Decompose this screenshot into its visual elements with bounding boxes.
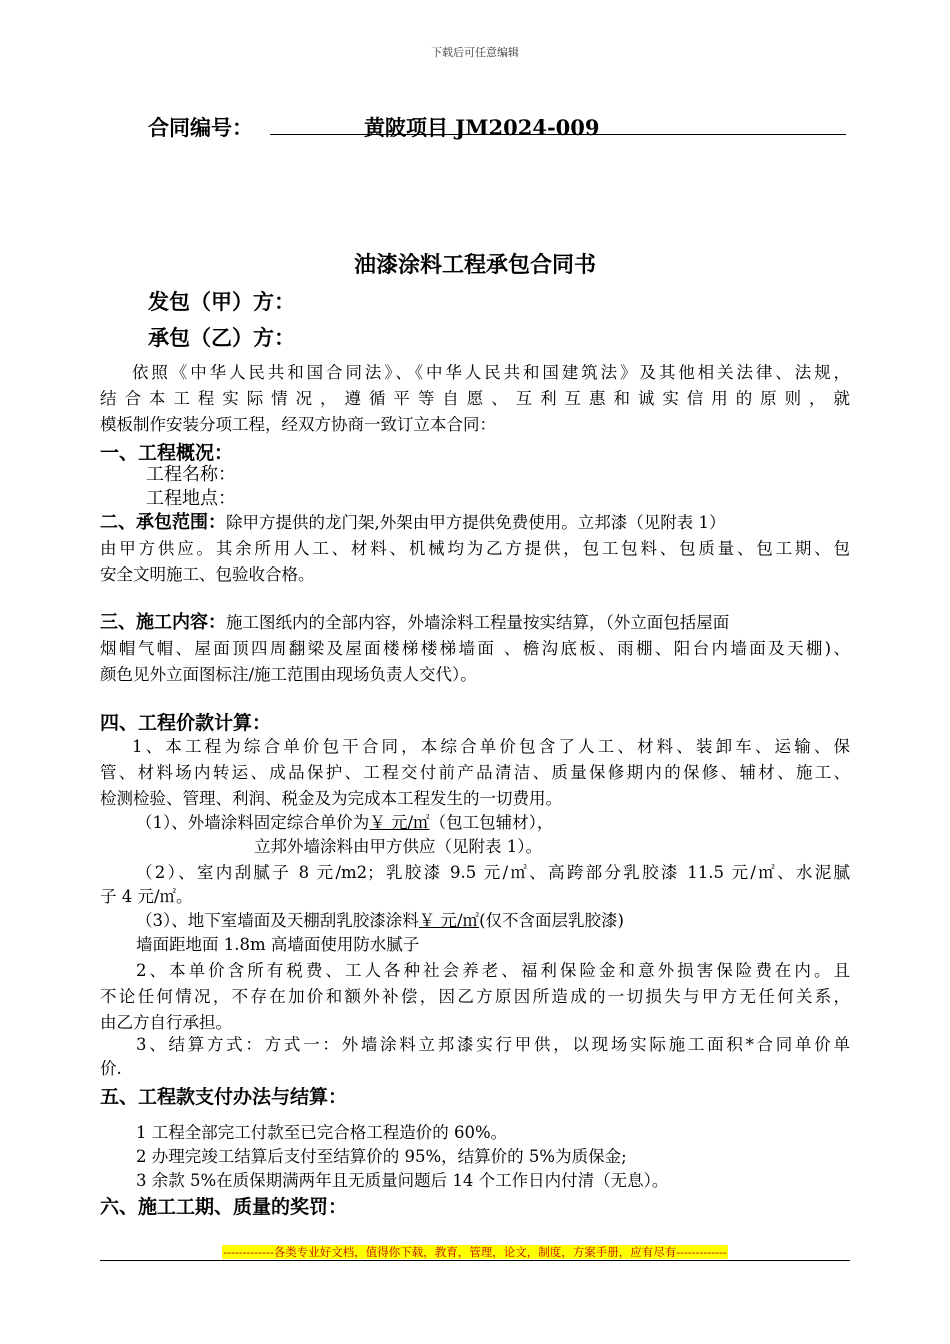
price-blank: ￥ 元/㎡ [369,813,430,832]
price-blank: ￥ 元/㎡ [418,911,480,930]
intro-line: 模板制作安装分项工程，经双方协商一致订立本合同： [100,415,496,434]
section-6-heading: 六、施工工期、质量的奖罚： [100,1196,348,1218]
section-3-line: 三、施工内容：施工图纸内的全部内容，外墙涂料工程量按实结算，（外立面包括屋面 [100,612,730,633]
payment-item: 3 余款 5%在质保期满两年且无质量问题后 14 个工作日内付清（无息）。 [136,1171,669,1190]
section-2-line: 由甲方供应。其余所用人工、材料、机械均为乙方提供，包工包料、包质量、包工期、包 [100,539,850,558]
party-b-label: 承包（乙）方： [148,326,295,350]
section-3-line: 颜色见外立面图标注/施工范围由现场负责人交代）。 [100,665,477,684]
section-3-line: 烟帽气帽、屋面顶四周翻梁及屋面楼梯楼梯墙面 、檐沟底板、雨棚、阳台内墙面及天棚)、 [100,639,850,658]
party-a-label: 发包（甲）方： [148,290,295,314]
section-2-heading: 二、承包范围： [100,512,226,533]
footer-rule [100,1260,850,1261]
download-note: 下载后可任意编辑 [431,46,519,59]
intro-line: 依照《中华人民共和国合同法》、《中华人民共和国建筑法》及其他相关法律、法规， [132,363,850,382]
document-title: 油漆涂料工程承包合同书 [353,253,596,278]
project-name-label: 工程名称： [146,464,236,485]
section-4-para: 1、本工程为综合单价包干合同，本综合单价包含了人工、材料、装卸车、运输、保 [132,737,850,756]
price-item-1: （1）、外墙涂料固定综合单价为￥ 元/㎡（包工包辅材）， [136,813,554,832]
price-item-1-note: 立邦外墙涂料由甲方供应（见附表 1）。 [254,837,542,856]
section-4-para: 价. [100,1059,122,1078]
section-4-para: 不论任何情况，不存在加价和额外补偿，因乙方原因所造成的一切损失与甲方无任何关系， [100,987,850,1006]
section-5-heading: 五、工程款支付办法与结算： [100,1086,348,1108]
section-4-para: 2、本单价含所有税费、工人各种社会养老、福利保险金和意外损害保险费在内。且 [136,961,850,980]
payment-item: 2 办理完竣工结算后支付至结算价的 95%，结算价的 5%为质保金; [136,1147,627,1166]
contract-number-value: 黄陂项目 JM2024-009 [364,115,600,140]
project-site-label: 工程地点： [146,488,236,509]
price-item-2: 子 4 元/㎡。 [100,887,193,906]
section-3-heading: 三、施工内容： [100,612,226,633]
intro-line: 结合本工程实际情况，遵循平等自愿、互利互惠和诚实信用的原则，就 [100,389,850,408]
payment-item: 1 工程全部完工付款至已完合格工程造价的 60%。 [136,1123,508,1142]
section-2-line: 安全文明施工、包验收合格。 [100,565,315,584]
price-item-3-note: 墙面距地面 1.8m 高墙面使用防水腻子 [136,935,420,954]
section-4-para: 检测检验、管理、利润、税金及为完成本工程发生的一切费用。 [100,789,562,808]
contract-number-label: 合同编号： [148,116,253,140]
price-item-3: （3）、地下室墙面及天棚刮乳胶漆涂料￥ 元/㎡(仅不含面层乳胶漆) [136,911,624,930]
section-4-para: 3、结算方式：方式一：外墙涂料立邦漆实行甲供，以现场实际施工面积*合同单价单 [136,1035,850,1054]
section-4-heading: 四、工程价款计算： [100,712,272,734]
footer-banner: -------------各类专业好文档，值得你下载，教育，管理，论文，制度，方案手册，应有尽有------------- [223,1245,727,1259]
section-1-heading: 一、工程概况： [100,442,234,464]
section-2-line: 二、承包范围：除甲方提供的龙门架,外架由甲方提供免费使用。立邦漆（见附表 1） [100,512,726,533]
section-4-para: 管、材料场内转运、成品保护、工程交付前产品清洁、质量保修期内的保修、辅材、施工、 [100,763,850,782]
price-item-2: （2）、室内刮腻子 8 元/m2；乳胶漆 9.5 元/㎡、高跨部分乳胶漆 11.5 元/㎡、水泥腻 [136,863,850,882]
section-4-para: 由乙方自行承担。 [100,1013,232,1032]
